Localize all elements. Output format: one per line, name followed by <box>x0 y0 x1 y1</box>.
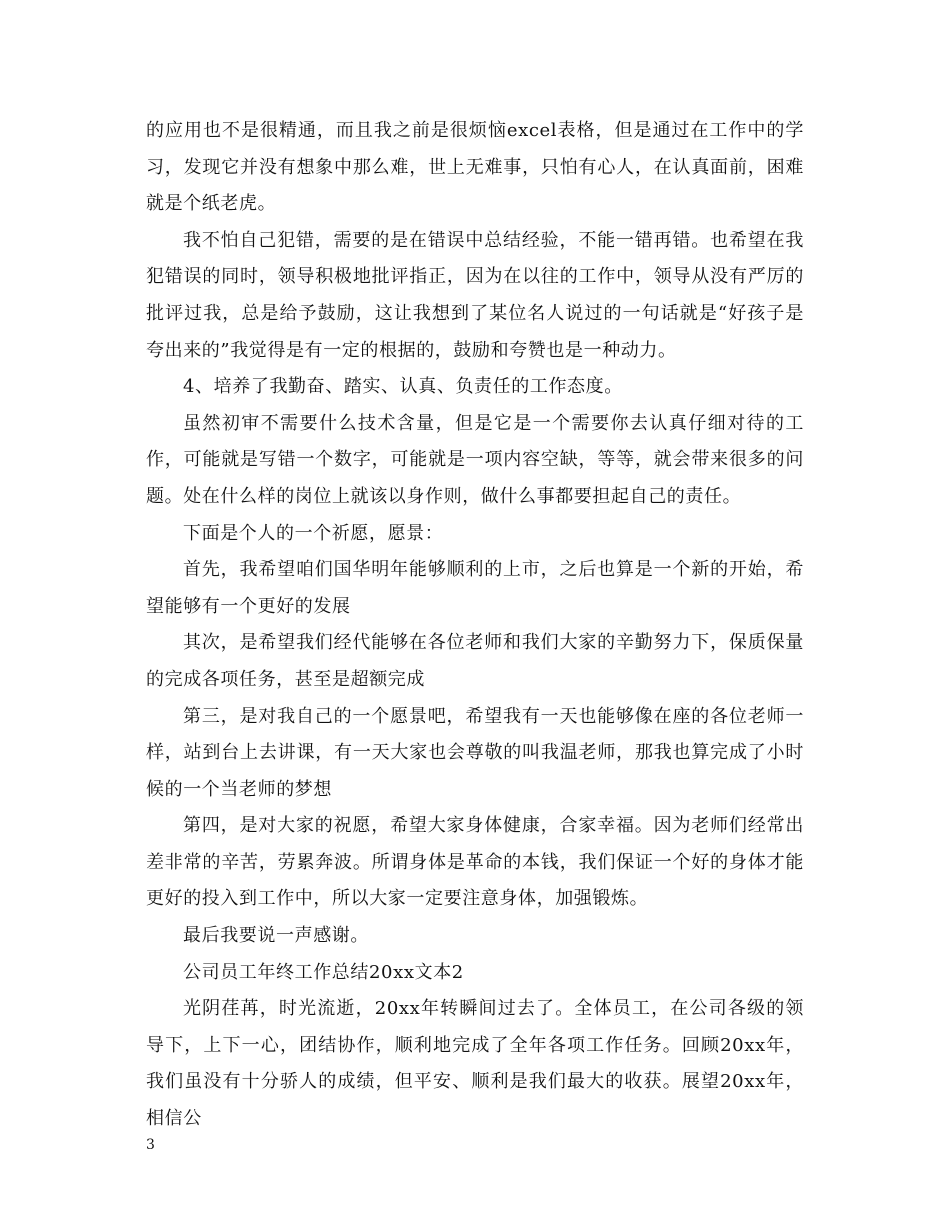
paragraph-7: 其次，是希望我们经代能够在各位老师和我们大家的辛勤努力下，保质保量的完成各项任务，甚至是超额完成 <box>146 632 804 690</box>
paragraph-5: 下面是个人的一个祈愿，愿景： <box>183 522 444 544</box>
page-number: 3 <box>146 1137 155 1153</box>
paragraph-9: 第四，是对大家的祝愿，希望大家身体健康，合家幸福。因为老师们经常出差非常的辛苦，劳累奔波。所谓身体是革命的本钱，我们保证一个好的身体才能更好的投入到工作中，所以大家一定要注意身体，加强锻炼。 <box>146 815 804 910</box>
paragraph-12: 光阴荏苒，时光流逝，20xx年转瞬间过去了。全体员工，在公司各级的领导下，上下一心，团结协作，顺利地完成了全年各项工作任务。回顾20xx年，我们虽没有十分骄人的成绩，但平安、顺利是我们最大的收获。展望20xx年，相信公 <box>146 998 804 1130</box>
paragraph-3: 4、培养了我勤奋、踏实、认真、负责任的工作态度。 <box>183 376 623 398</box>
paragraph-8: 第三，是对我自己的一个愿景吧，希望我有一天也能够像在座的各位老师一样，站到台上去讲课，有一天大家也会尊敬的叫我温老师，那我也算完成了小时候的一个当老师的梦想 <box>146 705 804 800</box>
paragraph-10: 最后我要说一声感谢。 <box>183 925 369 947</box>
section-heading: 公司员工年终工作总结20xx文本2 <box>183 961 464 983</box>
paragraph-6: 首先，我希望咱们国华明年能够顺利的上市，之后也算是一个新的开始，希望能够有一个更好的发展 <box>146 559 804 617</box>
document-body <box>146 113 804 1138</box>
paragraph-4: 虽然初审不需要什么技术含量，但是它是一个需要你去认真仔细对待的工作，可能就是写错一个数字，可能就是一项内容空缺，等等，就会带来很多的问题。处在什么样的岗位上就该以身作则，做什么事都要担起自己的责任。 <box>146 412 804 507</box>
paragraph-1: 的应用也不是很精通，而且我之前是很烦恼excel表格，但是通过在工作中的学习，发现它并没有想象中那么难，世上无难事，只怕有心人，在认真面前，困难就是个纸老虎。 <box>146 120 804 215</box>
paragraph-2: 我不怕自己犯错，需要的是在错误中总结经验，不能一错再错。也希望在我犯错误的同时，领导积极地批评指正，因为在以往的工作中，领导从没有严厉的批评过我，总是给予鼓励，这让我想到了某位名人说过的一句话就是“好孩子是夸出来的”我觉得是有一定的根据的，鼓励和夸赞也是一种动力。 <box>146 229 804 361</box>
